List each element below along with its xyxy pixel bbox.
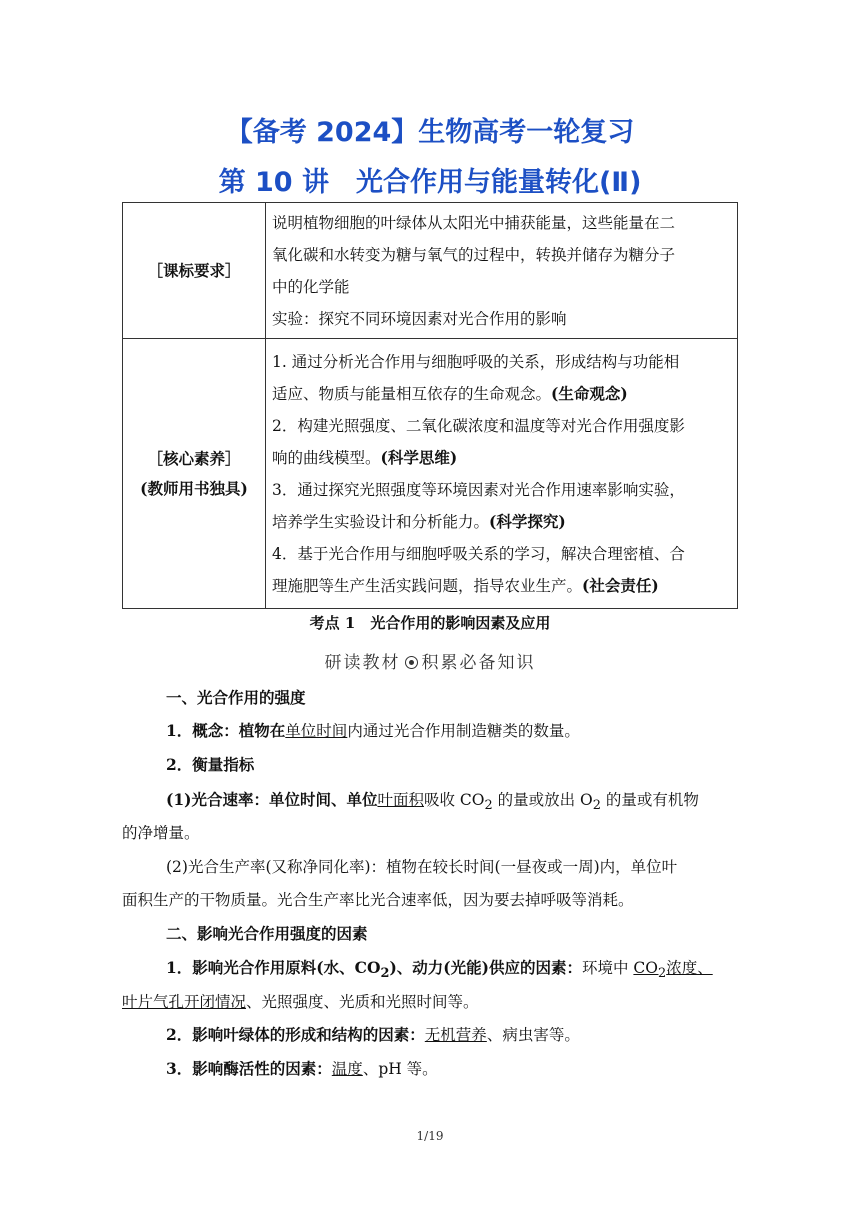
banner-left: 研读教材: [324, 653, 401, 673]
core-literacy-content: [266, 339, 738, 609]
curriculum-label: ［课标要求］: [123, 203, 266, 339]
paragraph-rate-line1: (1)光合速率：单位时间、单位叶面积吸收 $CO_2$ 的量或放出 $O_2$ 的量或有机物: [166, 790, 699, 814]
page-title-line2: 第 10 讲 光合作用与能量转化(Ⅱ): [218, 167, 642, 198]
literacy-tag: (科学思维): [380, 447, 458, 467]
paragraph-factor1-line1: 1．影响光合作用原料(水、$CO_2$)、动力(光能)供应的因素：环境中 $CO_2$浓度、: [166, 958, 713, 982]
curriculum-line: 中的化学能: [272, 277, 350, 296]
core-literacy-label-sub: (教师用书独具): [140, 478, 248, 498]
banner-right: 积累必备知识: [421, 653, 536, 673]
curriculum-line: 说明植物细胞的叶绿体从太阳光中捕获能量，这些能量在二: [272, 213, 676, 232]
paragraph-factor3: 3．影响酶活性的因素：温度、pH 等。: [166, 1059, 438, 1078]
paragraph-production-line1: (2)光合生产率(又称净同化率)：植物在较长时间(一昼夜或一周)内，单位叶: [166, 858, 678, 876]
core-literacy-label-main: ［核心素养］: [147, 448, 241, 468]
literacy-item-2: 2．构建光照强度、二氧化碳浓度和温度等对光合作用强度影 响的曲线模型。(科学思维): [272, 416, 685, 467]
literacy-tag: (生命观念): [551, 383, 628, 403]
literacy-tag: (社会责任): [582, 575, 659, 595]
exam-point-heading: 考点 1 光合作用的影响因素及应用: [309, 614, 551, 632]
page-title-line1: 【备考 2024】生物高考一轮复习: [225, 117, 635, 148]
heading-1: 一、光合作用的强度: [166, 688, 306, 707]
paragraph-concept: 1．概念：植物在单位时间内通过光合作用制造糖类的数量。: [166, 721, 580, 740]
core-literacy-label: [123, 339, 266, 609]
literacy-tag: (科学探究): [489, 511, 566, 531]
requirements-table: [122, 202, 738, 609]
paragraph-metrics: 2．衡量指标: [166, 755, 255, 774]
curriculum-content: [266, 203, 738, 339]
literacy-item-1: 1. 通过分析光合作用与细胞呼吸的关系，形成结构与功能相 适应、物质与能量相互依存的生命观念。(生命观念): [272, 352, 680, 403]
literacy-item-3: 3．通过探究光照强度等环境因素对光合作用速率影响实验， 培养学生实验设计和分析能力。(科学探究): [272, 480, 685, 531]
banner-dot-icon: [405, 656, 418, 669]
paragraph-factor1-line2: 叶片气孔开闭情况、光照强度、光质和光照时间等。: [122, 993, 479, 1011]
section-banner: [0, 648, 860, 673]
paragraph-production-line2: 面积生产的干物质量。光合生产率比光合速率低，因为要去掉呼吸等消耗。: [122, 891, 634, 909]
curriculum-line: 氧化碳和水转变为糖与氧气的过程中，转换并储存为糖分子: [272, 245, 676, 264]
paragraph-rate-line2: 的净增量。: [122, 824, 200, 842]
paragraph-factor2: 2．影响叶绿体的形成和结构的因素：无机营养、病虫害等。: [166, 1025, 580, 1044]
curriculum-line: 实验：探究不同环境因素对光合作用的影响: [272, 309, 567, 328]
heading-2: 二、影响光合作用强度的因素: [166, 924, 368, 943]
page-number: 1/19: [416, 1129, 444, 1143]
literacy-item-4: 4．基于光合作用与细胞呼吸关系的学习，解决合理密植、合 理施肥等生产生活实践问题，指导农业生产。(社会责任): [272, 544, 685, 595]
